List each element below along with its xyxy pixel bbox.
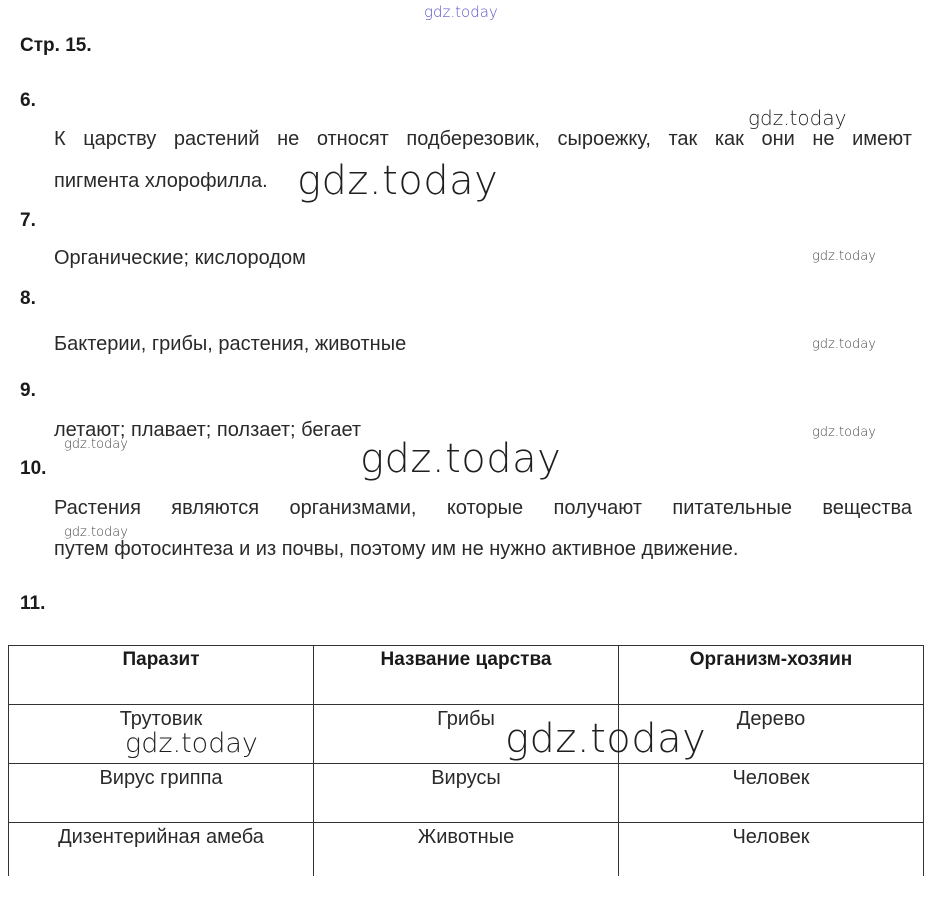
word: подберезовик, [406, 128, 540, 150]
table-cell-host: Дерево [619, 705, 924, 764]
word: растений [173, 128, 260, 150]
answer-10-number: 10. [20, 458, 47, 479]
answer-9-text: летают; плавает; ползает; бегает [54, 419, 362, 441]
word: относят [316, 128, 389, 150]
answer-7-number: 7. [20, 210, 36, 231]
word: так [668, 128, 698, 150]
word: являются [171, 497, 260, 519]
table-header-row [9, 646, 924, 705]
table-header-host: Организм-хозяин [619, 646, 924, 705]
watermark: gdz.today [64, 437, 128, 452]
watermark: gdz.today [360, 436, 562, 482]
answer-11-number: 11. [20, 593, 46, 614]
word: которые [446, 497, 524, 519]
page-header: Стр. 15. [20, 35, 92, 56]
word: царству [83, 128, 157, 150]
watermark-top: gdz.today [424, 3, 498, 21]
table-cell-kingdom: Вирусы [314, 764, 619, 823]
answer-6-line-1 [54, 128, 912, 151]
table-cell-kingdom: Грибы [314, 705, 619, 764]
table-cell-host: Человек [619, 764, 924, 823]
word: вещества [822, 497, 912, 519]
watermark: gdz.today [812, 337, 876, 352]
watermark: gdz.today [748, 106, 847, 130]
answer-6-line-2: пигмента хлорофилла. [54, 170, 268, 192]
word: сыроежку, [557, 128, 651, 150]
answer-10-line-2: путем фотосинтеза и из почвы, поэтому им не нужно активное движение. [54, 538, 739, 560]
word: получают [553, 497, 642, 519]
table-header-kingdom: Название царства [314, 646, 619, 705]
watermark: gdz.today [812, 425, 876, 440]
watermark: gdz.today [125, 728, 258, 759]
word: имеют [852, 128, 912, 150]
watermark: gdz.today [297, 158, 499, 204]
table-row [9, 823, 924, 877]
watermark: gdz.today [812, 249, 876, 264]
answer-8-number: 8. [20, 288, 36, 309]
watermark: gdz.today [505, 716, 707, 762]
answer-10-line-1 [54, 497, 912, 520]
answer-6-number: 6. [20, 90, 36, 111]
table-cell-host: Человек [619, 823, 924, 877]
watermark: gdz.today [64, 525, 128, 540]
word: организмами, [289, 497, 417, 519]
table-cell-parasite: Вирус гриппа [9, 764, 314, 823]
table-cell-parasite: Трутовик [9, 705, 314, 764]
word: не [277, 128, 300, 150]
table-header-parasite: Паразит [9, 646, 314, 705]
table-cell-kingdom: Животные [314, 823, 619, 877]
word: К [54, 128, 66, 150]
word: Растения [54, 497, 141, 519]
word: не [812, 128, 835, 150]
table-row [9, 764, 924, 823]
answer-8-text: Бактерии, грибы, растения, животные [54, 333, 407, 355]
word: питательные [672, 497, 793, 519]
table-cell-parasite: Дизентерийная амеба [9, 823, 314, 877]
word: как [714, 128, 744, 150]
parasite-table [8, 645, 924, 876]
word: они [761, 128, 795, 150]
answer-7-text: Органические; кислородом [54, 247, 306, 269]
answer-9-number: 9. [20, 380, 36, 401]
